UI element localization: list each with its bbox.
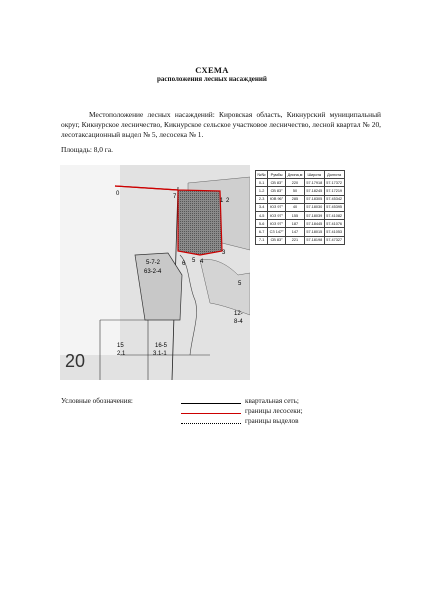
legend-text: границы выделов	[245, 417, 299, 425]
table-cell: 155	[286, 211, 305, 219]
table-header-cell: Румбы	[268, 171, 286, 179]
table-cell: 57.18245	[304, 187, 324, 195]
table-cell: 147	[286, 228, 305, 236]
legend-item-felling-boundary	[181, 407, 381, 417]
table-cell: 40	[286, 203, 305, 211]
table-cell: СВ 83°	[268, 179, 286, 187]
page-subtitle: расположения лесных насаждений	[157, 75, 267, 83]
plot-label-e: 5	[238, 281, 242, 287]
table-row	[256, 236, 345, 244]
table-cell: 5-6	[256, 220, 268, 228]
table-row	[256, 187, 345, 195]
point-label-0: 0	[116, 191, 120, 197]
table-cell: 285	[286, 195, 305, 203]
table-cell: 2-3	[256, 195, 268, 203]
plot-label-d2: 8-4	[234, 319, 243, 325]
table-row	[256, 203, 345, 211]
point-label-4: 4	[200, 259, 204, 265]
legend-text: квартальная сеть;	[245, 397, 299, 405]
plot-label-a2: 63-2-4	[144, 269, 162, 275]
hatched-plot	[178, 190, 222, 255]
legend-line-red	[181, 413, 241, 414]
table-cell: 57.41082	[324, 211, 344, 219]
table-cell: 57.17372	[324, 179, 344, 187]
table-header-row	[256, 171, 345, 179]
point-label-3: 3	[222, 250, 226, 256]
table-row	[256, 228, 345, 236]
table-row	[256, 179, 345, 187]
plot-label-a1: 5-7-2	[146, 260, 161, 266]
table-cell: 1-2	[256, 187, 268, 195]
table-cell: ЮЗ 97°	[268, 220, 286, 228]
legend-line-black	[181, 403, 241, 404]
quarter-number: 20	[65, 351, 86, 371]
table-cell: 6-7	[256, 228, 268, 236]
point-label-7: 7	[173, 194, 177, 200]
point-label-5: 5	[192, 258, 196, 264]
table-cell: 7-1	[256, 236, 268, 244]
table-cell: 57.17918	[304, 179, 324, 187]
legend-title: Условные обозначения:	[61, 397, 133, 405]
table-row	[256, 211, 345, 219]
table-cell: 57.45395	[324, 203, 344, 211]
table-cell: 57.41076	[324, 220, 344, 228]
table-cell: 57.18030	[304, 203, 324, 211]
point-label-2: 2	[226, 198, 230, 204]
page-title: СХЕМА	[195, 65, 229, 75]
legend-item-quarter-network	[181, 397, 381, 407]
table-cell: 187	[286, 220, 305, 228]
area-text: Площадь: 8,0 га.	[61, 145, 113, 154]
legend-item-stand-boundary	[181, 417, 381, 427]
table-cell: 50	[286, 187, 305, 195]
table-cell: СЗ 147°	[268, 228, 286, 236]
table-header-cell: Долгота	[324, 171, 344, 179]
legend-line-dotted	[181, 423, 241, 424]
table-cell: 57.17219	[324, 187, 344, 195]
table-cell: ЮЗ 97°	[268, 203, 286, 211]
table-cell: 0-1	[256, 179, 268, 187]
table-cell: СВ 83°	[268, 187, 286, 195]
coordinates-table	[255, 170, 345, 245]
plot-label-d1: 12-	[234, 311, 243, 317]
table-cell: 221	[286, 236, 305, 244]
table-cell: 3-4	[256, 203, 268, 211]
table-cell: 220	[286, 179, 305, 187]
table-header-cell: №№	[256, 171, 268, 179]
forest-plot-map	[60, 165, 250, 380]
plot-label-c1: 16-5	[155, 343, 168, 349]
table-cell: ЮВ 96°	[268, 195, 286, 203]
plot-label-b1: 15	[117, 343, 124, 349]
table-cell: 57.18039	[304, 211, 324, 219]
table-cell: ЮЗ 97°	[268, 211, 286, 219]
plot-label-c2: 3.1-1	[153, 351, 167, 357]
location-text: Местоположение лесных насаждений: Кировская область, Кикнурский муниципальный округ, Кикнурское лесничество, Кикнурское сельское участковое лесничество, лесной квартал № 20, лесотаксационный выдел № 5, лесосека № 1.	[61, 110, 381, 139]
table-cell: 57.41053	[324, 228, 344, 236]
table-cell: 57.45342	[324, 195, 344, 203]
white-area-left	[60, 165, 120, 355]
table-header-cell: Широта	[304, 171, 324, 179]
table-row	[256, 220, 345, 228]
table-cell: 57.18445	[304, 220, 324, 228]
table-header-cell: Длина,м	[286, 171, 305, 179]
table-cell: 57.18015	[304, 228, 324, 236]
table-row	[256, 195, 345, 203]
plot-label-b2: 2.1	[117, 351, 126, 357]
location-paragraph	[61, 110, 381, 140]
table-cell: 57.18198	[304, 236, 324, 244]
table-cell: 57.18305	[304, 195, 324, 203]
table-cell: 4-5	[256, 211, 268, 219]
point-label-6: 6	[182, 261, 186, 267]
legend-text: границы лесосеки;	[245, 407, 303, 415]
point-label-1: 1	[220, 198, 224, 204]
table-cell: СВ 83°	[268, 236, 286, 244]
legend	[61, 397, 361, 437]
table-cell: 57.47327	[324, 236, 344, 244]
